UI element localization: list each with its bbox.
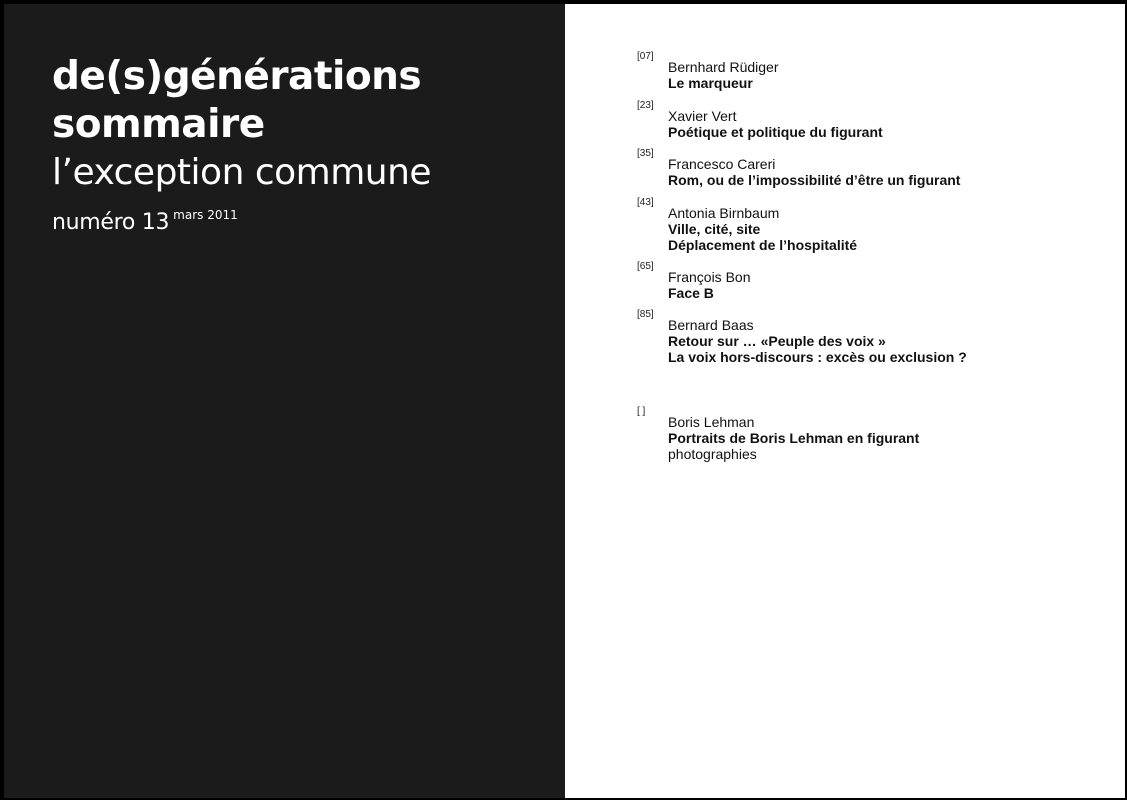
entry-author: Francesco Careri [668, 156, 776, 172]
entry-title: Poétique et politique du figurant [668, 124, 883, 140]
entry-body [668, 317, 967, 365]
section-title: sommaire [52, 102, 265, 147]
entry-page-number: [07] [637, 51, 654, 62]
entry-author: Antonia Birnbaum [668, 205, 780, 221]
entry-body [668, 59, 779, 91]
contents-page [565, 4, 1127, 800]
entry-author: Bernhard Rüdiger [668, 59, 779, 75]
entry-title: La voix hors-discours : excès ou exclusion ? [668, 349, 967, 365]
entry-page-number: [65] [637, 261, 654, 272]
entry-title: Rom, ou de l’impossibilité d’être un figurant [668, 172, 961, 188]
entry-page-number: [43] [637, 197, 654, 208]
journal-title: de(s)générations [52, 54, 422, 99]
entry-page-number: [85] [637, 309, 654, 320]
entry-author: François Bon [668, 269, 751, 285]
entry-body [668, 414, 919, 462]
issue-theme: l’exception commune [52, 152, 432, 193]
entry-author: Xavier Vert [668, 108, 737, 124]
entry-page-number: [23] [637, 100, 654, 111]
entry-body [668, 269, 750, 301]
issue-date: mars 2011 [173, 208, 238, 222]
entry-page-number: [ ] [637, 406, 646, 417]
entry-page-number: [35] [637, 148, 654, 159]
entry-body [668, 205, 857, 253]
entry-title: Retour sur … «Peuple des voix » [668, 333, 886, 349]
entry-body [668, 108, 883, 140]
entry-body [668, 156, 960, 188]
entry-note: photographies [668, 446, 757, 462]
cover-page [4, 4, 565, 800]
entry-author: Bernard Baas [668, 317, 754, 333]
entry-title: Déplacement de l’hospitalité [668, 237, 858, 253]
entry-author: Boris Lehman [668, 414, 755, 430]
issue-line [52, 208, 238, 235]
entry-title: Face B [668, 285, 714, 301]
entry-title: Le marqueur [668, 75, 753, 91]
issue-number: numéro 13 [52, 210, 170, 235]
entry-title: Portraits de Boris Lehman en figurant [668, 430, 920, 446]
entry-title: Ville, cité, site [668, 221, 761, 237]
